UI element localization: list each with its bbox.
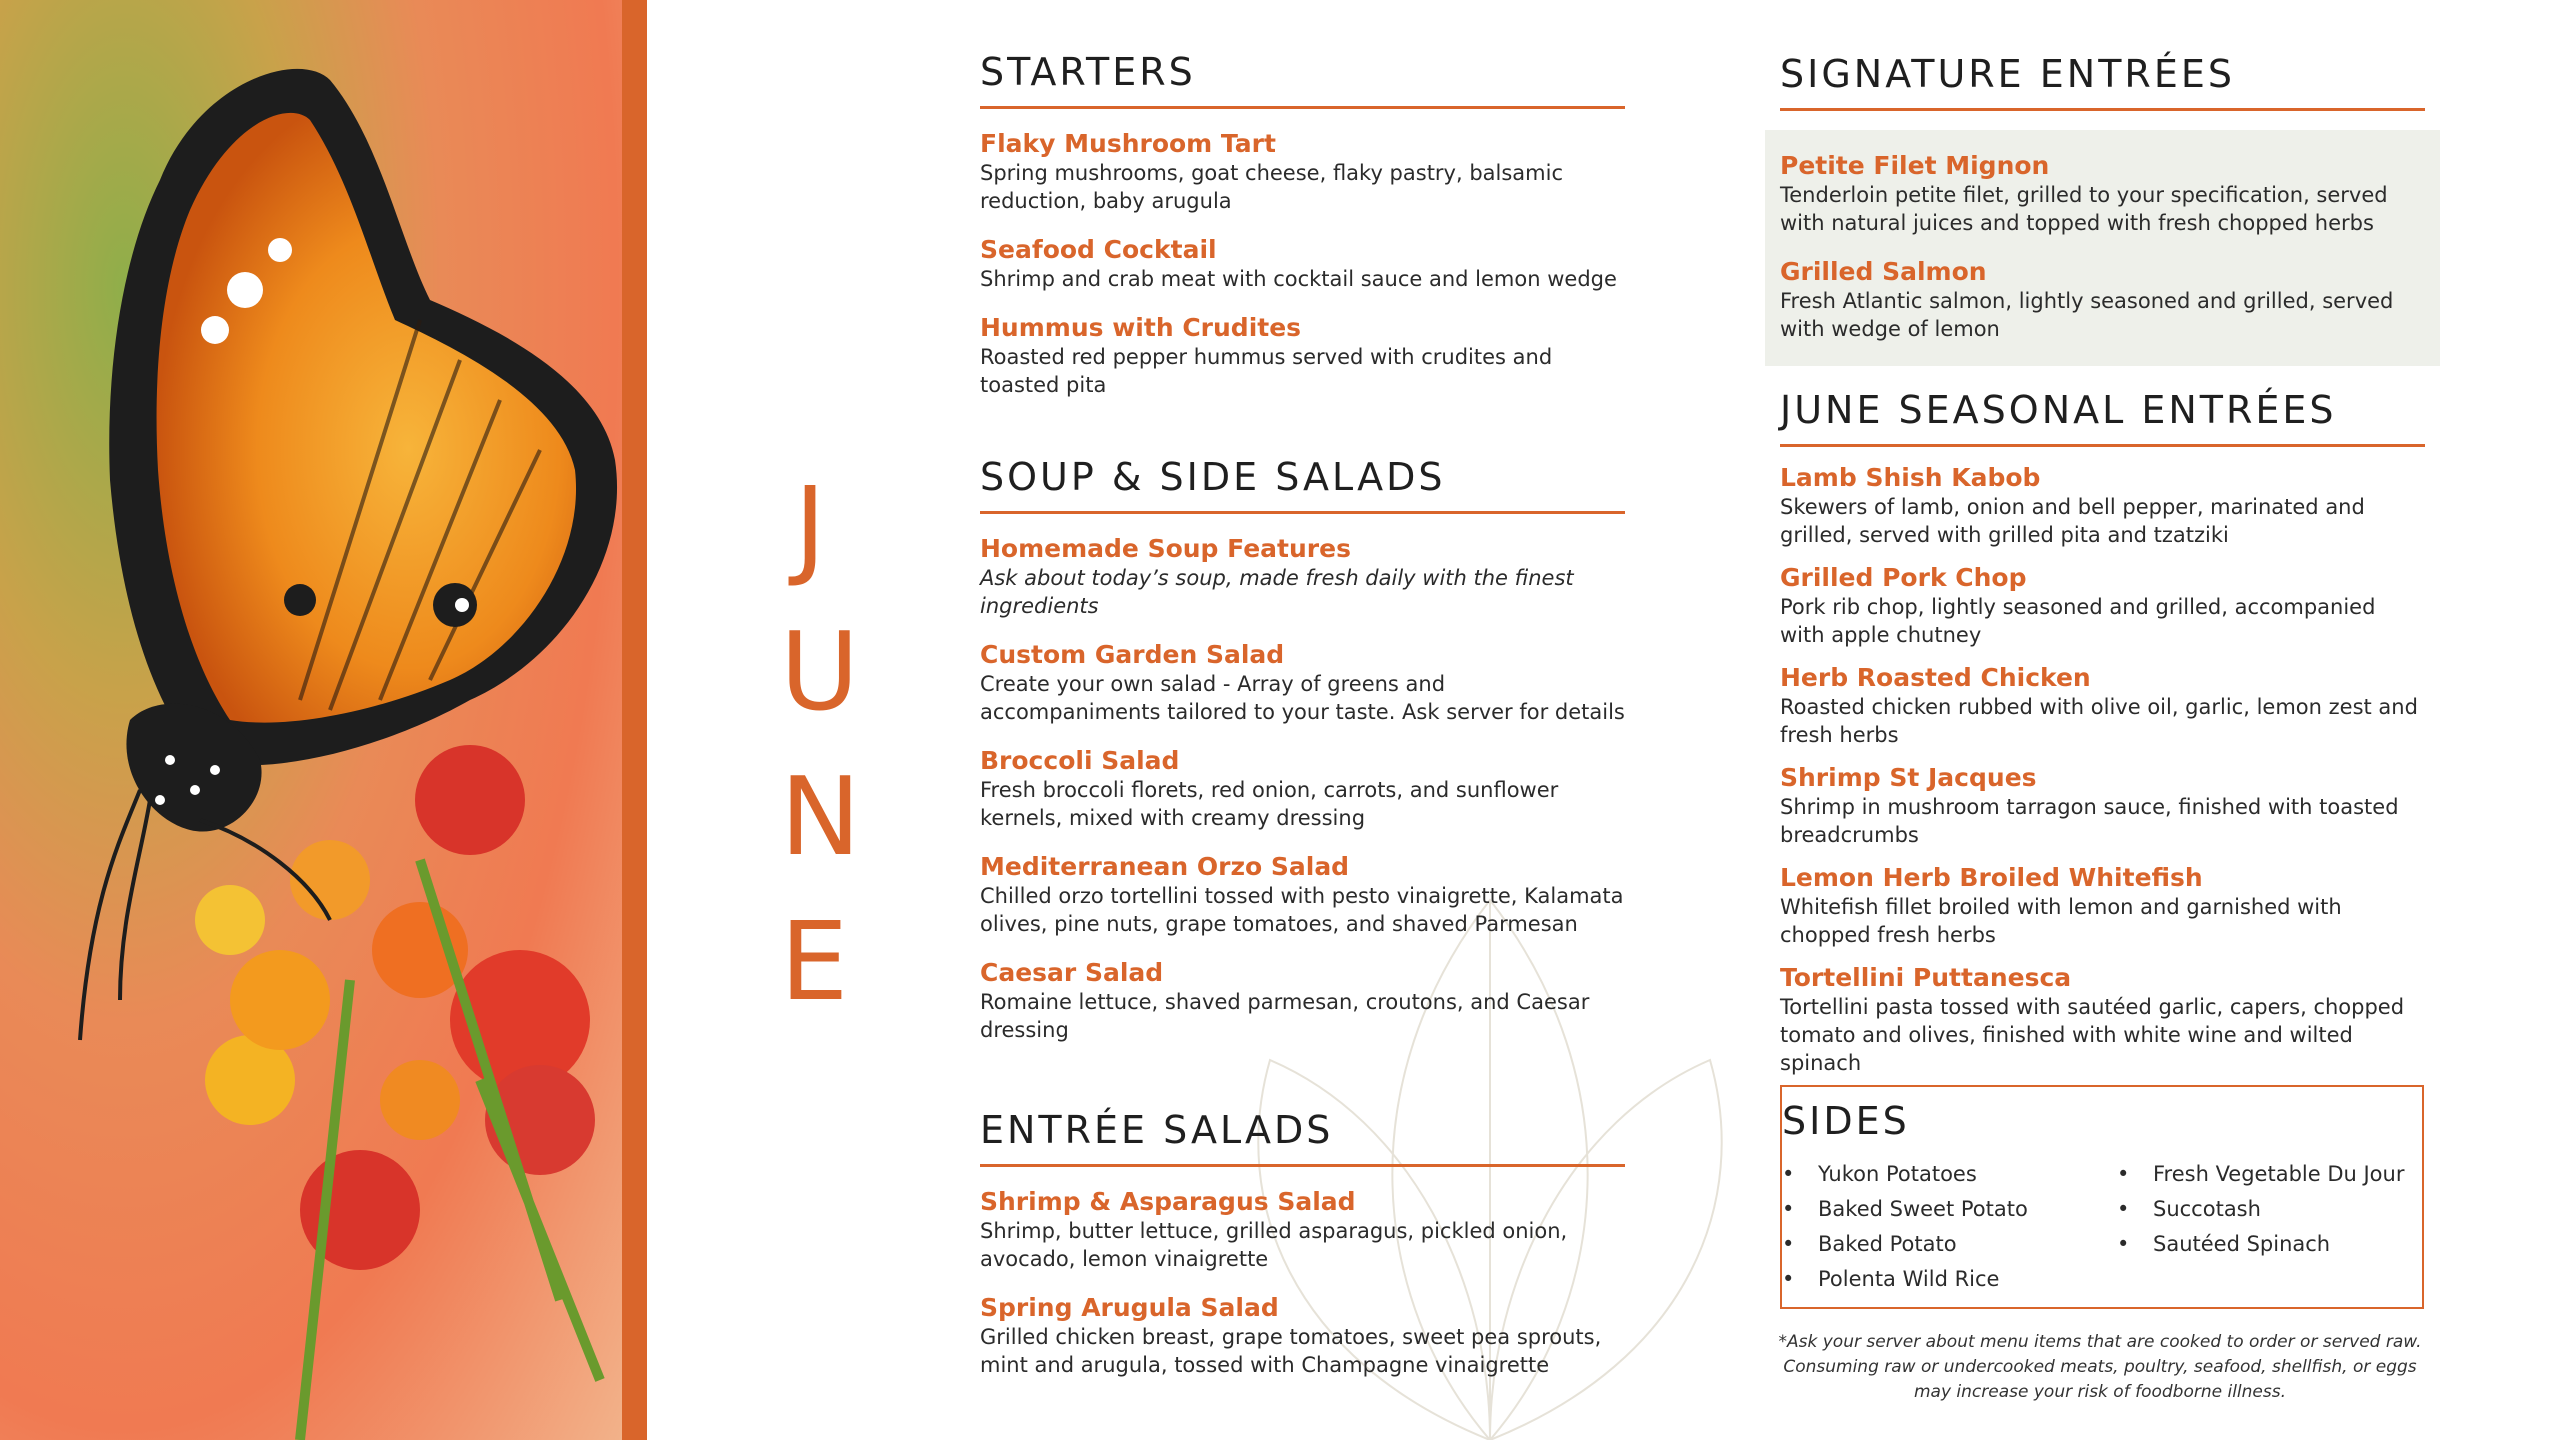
item-name: Spring Arugula Salad (980, 1293, 1279, 1322)
menu-item (1780, 563, 2425, 649)
butterfly-photo (0, 0, 622, 1440)
menu-item (980, 746, 1625, 832)
section-heading: STARTERS (980, 50, 1625, 109)
item-name: Shrimp St Jacques (1780, 763, 2037, 792)
item-description: Chilled orzo tortellini tossed with pesto vinaigrette, Kalamata olives, pine nuts, grape tomatoes, and shaved Parmesan (980, 884, 1624, 936)
section-heading: ENTRÉE SALADS (980, 1108, 1625, 1167)
menu-item (980, 534, 1625, 620)
menu-item (980, 129, 1625, 215)
item-name: Broccoli Salad (980, 746, 1180, 775)
item-description: Roasted chicken rubbed with olive oil, garlic, lemon zest and fresh herbs (1780, 695, 2418, 747)
item-name: Grilled Salmon (1780, 257, 1987, 286)
menu-item (1780, 963, 2425, 1077)
menu-item (980, 1293, 1625, 1379)
item-description: Tenderloin petite filet, grilled to your specification, served with natural juices and topped with fresh chopped herbs (1780, 183, 2388, 235)
signature-section (1780, 52, 2425, 343)
menu-item (1780, 463, 2425, 549)
list-item: • Sautéed Spinach (2117, 1227, 2404, 1262)
item-description: Shrimp and crab meat with cocktail sauce and lemon wedge (980, 267, 1617, 291)
item-description: Romaine lettuce, shaved parmesan, croutons, and Caesar dressing (980, 990, 1590, 1042)
menu-item (980, 1187, 1625, 1273)
item-description: Fresh Atlantic salmon, lightly seasoned and grilled, served with wedge of lemon (1780, 289, 2394, 341)
item-name: Homemade Soup Features (980, 534, 1351, 563)
item-name: Caesar Salad (980, 958, 1164, 987)
menu-item (1780, 863, 2425, 949)
item-name: Hummus with Crudites (980, 313, 1302, 342)
list-item: • Succotash (2117, 1192, 2404, 1227)
list-item: • Yukon Potatoes (1782, 1157, 2028, 1192)
menu-item (980, 958, 1625, 1044)
starters-section (980, 50, 1625, 399)
flowers-graphic (195, 745, 600, 1440)
sides-box (1780, 1085, 2424, 1309)
list-item: • Baked Potato (1782, 1227, 2028, 1262)
seasonal-section (1780, 388, 2425, 1077)
month-title (780, 455, 861, 1035)
item-description: Shrimp in mushroom tarragon sauce, finished with toasted breadcrumbs (1780, 795, 2399, 847)
menu-item (980, 640, 1625, 726)
item-description: Pork rib chop, lightly seasoned and grilled, accompanied with apple chutney (1780, 595, 2376, 647)
item-description: Whitefish fillet broiled with lemon and garnished with chopped fresh herbs (1780, 895, 2342, 947)
item-name: Mediterranean Orzo Salad (980, 852, 1350, 881)
item-description: Spring mushrooms, goat cheese, flaky pastry, balsamic reduction, baby arugula (980, 161, 1564, 213)
item-name: Tortellini Puttanesca (1780, 963, 2072, 992)
month-letter: E (780, 900, 849, 1025)
item-name: Herb Roasted Chicken (1780, 663, 2091, 692)
menu-item (1780, 763, 2425, 849)
section-heading: JUNE SEASONAL ENTRÉES (1780, 388, 2425, 447)
month-letter: N (780, 755, 861, 880)
item-description: Fresh broccoli florets, red onion, carrots, and sunflower kernels, mixed with creamy dressing (980, 778, 1559, 830)
sides-list-left (1782, 1157, 2028, 1297)
menu-item (980, 852, 1625, 938)
item-name: Lemon Herb Broiled Whitefish (1780, 863, 2203, 892)
item-description: Grilled chicken breast, grape tomatoes, sweet pea sprouts, mint and arugula, tossed with Champagne vinaigrette (980, 1325, 1602, 1377)
item-name: Lamb Shish Kabob (1780, 463, 2041, 492)
item-description: Ask about today’s soup, made fresh daily with the finest ingredients (980, 566, 1574, 618)
item-name: Custom Garden Salad (980, 640, 1285, 669)
item-name: Seafood Cocktail (980, 235, 1217, 264)
soup-salads-section (980, 455, 1625, 1044)
list-item: • Fresh Vegetable Du Jour (2117, 1157, 2404, 1192)
menu-item (980, 235, 1625, 293)
item-description: Create your own salad - Array of greens and accompaniments tailored to your taste. Ask server for details (980, 672, 1625, 724)
sides-top-border (1782, 1085, 2422, 1087)
disclaimer: *Ask your server about menu items that are cooked to order or served raw. Consuming raw or undercooked meats, poultry, seafood, shellfish, or eggs may increase your risk of foodborne illness. (1778, 1332, 2422, 1402)
entree-salads-section (980, 1108, 1625, 1379)
item-description: Roasted red pepper hummus served with crudites and toasted pita (980, 345, 1553, 397)
item-description: Tortellini pasta tossed with sautéed garlic, capers, chopped tomato and olives, finished with white wine and wilted spinach (1780, 995, 2405, 1075)
section-heading: SIDES (1782, 1099, 1910, 1143)
list-item: • Baked Sweet Potato (1782, 1192, 2028, 1227)
menu-item (1780, 257, 2425, 343)
item-description: Skewers of lamb, onion and bell pepper, marinated and grilled, served with grilled pita and tzatziki (1780, 495, 2365, 547)
month-letter: U (780, 610, 860, 735)
menu-item (980, 313, 1625, 399)
list-item: • Polenta Wild Rice (1782, 1262, 2028, 1297)
accent-stripe (622, 0, 647, 1440)
section-heading: SIGNATURE ENTRÉES (1780, 52, 2425, 111)
menu-item (1780, 151, 2425, 237)
section-heading: SOUP & SIDE SALADS (980, 455, 1625, 514)
item-name: Shrimp & Asparagus Salad (980, 1187, 1356, 1216)
item-description: Shrimp, butter lettuce, grilled asparagus, pickled onion, avocado, lemon vinaigrette (980, 1219, 1568, 1271)
item-name: Grilled Pork Chop (1780, 563, 2027, 592)
item-name: Flaky Mushroom Tart (980, 129, 1276, 158)
item-name: Petite Filet Mignon (1780, 151, 2050, 180)
menu-item (1780, 663, 2425, 749)
month-letter: J (794, 465, 826, 590)
sides-list-right (2117, 1157, 2404, 1262)
